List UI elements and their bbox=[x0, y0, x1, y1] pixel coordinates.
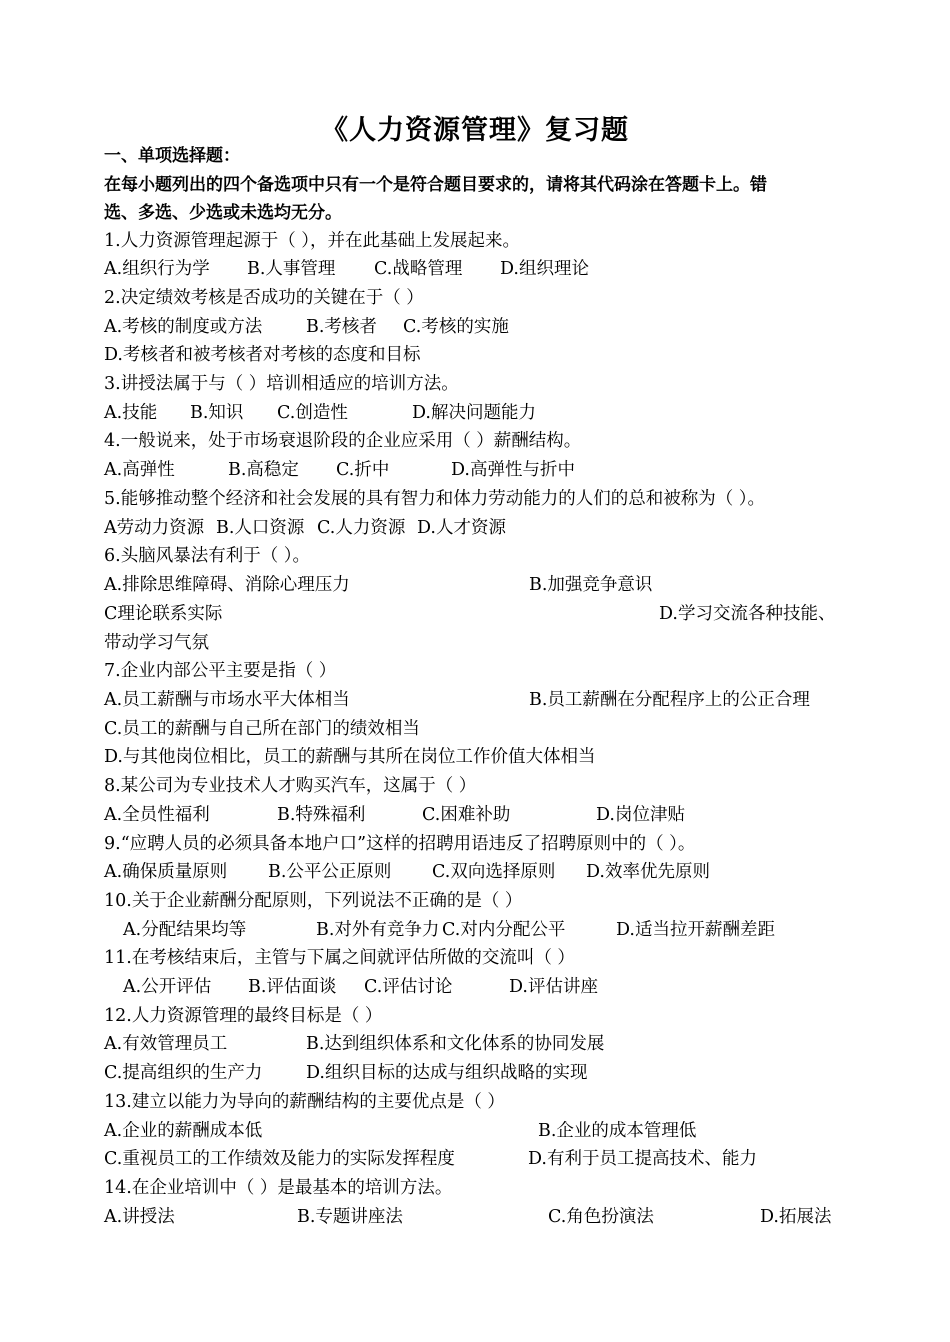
question-10-stem: 10.关于企业薪酬分配原则，下列说法不正确的是（ ） bbox=[104, 891, 523, 911]
option-d: D.人才资源 bbox=[417, 518, 506, 538]
option-d: D.拓展法 bbox=[760, 1207, 832, 1227]
question-7-options-row-1 bbox=[104, 686, 864, 714]
option-a: A劳动力资源 bbox=[104, 518, 205, 538]
option-b: B.企业的成本管理低 bbox=[538, 1121, 697, 1141]
question-1-options bbox=[104, 255, 864, 283]
option-b: B.对外有竞争力 bbox=[316, 920, 440, 940]
question-11-options bbox=[104, 973, 864, 1001]
option-a: A.企业的薪酬成本低 bbox=[104, 1121, 263, 1141]
option-b: B.加强竞争意识 bbox=[529, 575, 653, 595]
option-d: D.有利于员工提高技术、能力 bbox=[528, 1149, 757, 1169]
question-2-options bbox=[104, 313, 864, 341]
question-5-stem: 5.能够推动整个经济和社会发展的具有智力和体力劳动能力的人们的总和被称为（ ）。 bbox=[104, 489, 766, 509]
option-b: B.员工薪酬在分配程序上的公正合理 bbox=[529, 690, 810, 710]
option-a: A.排除思维障碍、消除心理压力 bbox=[104, 575, 350, 595]
question-9-stem: 9.“应聘人员的必须具备本地户口”这样的招聘用语违反了招聘原则中的（ ）。 bbox=[104, 834, 696, 854]
question-7-option-d: D.与其他岗位相比，员工的薪酬与其所在岗位工作价值大体相当 bbox=[104, 747, 596, 767]
option-c: C.战略管理 bbox=[374, 259, 463, 279]
question-10-options bbox=[104, 916, 864, 944]
question-6-option-d-continued: 带动学习气氛 bbox=[104, 633, 209, 653]
option-a: A.公开评估 bbox=[123, 977, 212, 997]
option-c: C.困难补助 bbox=[422, 805, 511, 825]
question-12-options-row-2 bbox=[104, 1059, 864, 1087]
page-title: 《人力资源管理》复习题 bbox=[321, 115, 629, 146]
option-c: C.双向选择原则 bbox=[432, 862, 556, 882]
question-6-options-row-1 bbox=[104, 571, 864, 599]
question-11-stem: 11.在考核结束后，主管与下属之间就评估所做的交流叫（ ） bbox=[104, 948, 575, 968]
option-a: A.分配结果均等 bbox=[123, 920, 247, 940]
question-3-options bbox=[104, 399, 864, 427]
option-d: D.评估讲座 bbox=[509, 977, 598, 997]
question-9-options bbox=[104, 858, 864, 886]
option-b: B.高稳定 bbox=[228, 460, 299, 480]
question-6-options-row-2 bbox=[104, 600, 864, 628]
option-d: D.效率优先原则 bbox=[586, 862, 710, 882]
option-c: C.考核的实施 bbox=[403, 317, 509, 337]
option-b: B.特殊福利 bbox=[277, 805, 366, 825]
option-c: C.评估讨论 bbox=[364, 977, 453, 997]
option-d: D.岗位津贴 bbox=[596, 805, 685, 825]
option-d: D.解决问题能力 bbox=[412, 403, 536, 423]
question-4-options bbox=[104, 456, 864, 484]
question-13-stem: 13.建立以能力为导向的薪酬结构的主要优点是（ ） bbox=[104, 1092, 505, 1112]
option-b: B.人口资源 bbox=[216, 518, 305, 538]
instruction-line-2: 选、多选、少选或未选均无分。 bbox=[104, 203, 342, 223]
option-a: A.组织行为学 bbox=[104, 259, 210, 279]
option-c: C.提高组织的生产力 bbox=[104, 1063, 263, 1083]
option-a: A.确保质量原则 bbox=[104, 862, 228, 882]
question-1-stem: 1.人力资源管理起源于（ ），并在此基础上发展起来。 bbox=[104, 231, 521, 251]
question-7-option-c: C.员工的薪酬与自己所在部门的绩效相当 bbox=[104, 719, 420, 739]
option-c: C.创造性 bbox=[277, 403, 348, 423]
option-a: A.讲授法 bbox=[104, 1207, 175, 1227]
question-7-stem: 7.企业内部公平主要是指（ ） bbox=[104, 661, 337, 681]
question-6-stem: 6.头脑风暴法有利于（ ）。 bbox=[104, 546, 311, 566]
option-a: A.高弹性 bbox=[104, 460, 175, 480]
option-b: B.人事管理 bbox=[247, 259, 336, 279]
option-d: D.高弹性与折中 bbox=[451, 460, 575, 480]
question-3-stem: 3.讲授法属于与（ ）培训相适应的培训方法。 bbox=[104, 374, 459, 394]
question-13-options-row-1 bbox=[104, 1117, 864, 1145]
option-a: A.有效管理员工 bbox=[104, 1034, 228, 1054]
question-8-stem: 8.某公司为专业技术人才购买汽车，这属于（ ） bbox=[104, 776, 477, 796]
question-14-stem: 14.在企业培训中（ ）是最基本的培训方法。 bbox=[104, 1178, 453, 1198]
option-d: D.组织目标的达成与组织战略的实现 bbox=[306, 1063, 588, 1083]
option-c: C.角色扮演法 bbox=[548, 1207, 654, 1227]
question-13-options-row-2 bbox=[104, 1145, 864, 1173]
option-a: A.员工薪酬与市场水平大体相当 bbox=[104, 690, 350, 710]
option-b: B.考核者 bbox=[306, 317, 377, 337]
option-b: B.达到组织体系和文化体系的协同发展 bbox=[306, 1034, 605, 1054]
option-d: D.组织理论 bbox=[500, 259, 589, 279]
option-b: B.专题讲座法 bbox=[297, 1207, 403, 1227]
option-a: A.全员性福利 bbox=[104, 805, 210, 825]
question-4-stem: 4.一般说来，处于市场衰退阶段的企业应采用（ ）薪酬结构。 bbox=[104, 431, 582, 451]
option-c: C.人力资源 bbox=[317, 518, 406, 538]
question-12-stem: 12.人力资源管理的最终目标是（ ） bbox=[104, 1006, 383, 1026]
option-b: B.评估面谈 bbox=[248, 977, 337, 997]
option-c: C.重视员工的工作绩效及能力的实际发挥程度 bbox=[104, 1149, 455, 1169]
option-d: D.学习交流各种技能、 bbox=[659, 604, 836, 624]
option-c: C理论联系实际 bbox=[104, 604, 223, 624]
option-a: A.技能 bbox=[104, 403, 158, 423]
option-b: B.知识 bbox=[190, 403, 244, 423]
question-2-option-d: D.考核者和被考核者对考核的态度和目标 bbox=[104, 345, 421, 365]
option-d: D.适当拉开薪酬差距 bbox=[616, 920, 775, 940]
question-14-options bbox=[104, 1203, 864, 1231]
question-12-options-row-1 bbox=[104, 1030, 864, 1058]
section-heading: 一、单项选择题： bbox=[104, 146, 240, 166]
instruction-line-1: 在每小题列出的四个备选项中只有一个是符合题目要求的，请将其代码涂在答题卡上。错 bbox=[104, 175, 767, 195]
option-b: B.公平公正原则 bbox=[268, 862, 392, 882]
option-c: C.折中 bbox=[336, 460, 390, 480]
option-c: C.对内分配公平 bbox=[442, 920, 566, 940]
question-2-stem: 2.决定绩效考核是否成功的关键在于（ ） bbox=[104, 288, 424, 308]
question-5-options bbox=[104, 514, 864, 542]
question-8-options bbox=[104, 801, 864, 829]
option-a: A.考核的制度或方法 bbox=[104, 317, 263, 337]
